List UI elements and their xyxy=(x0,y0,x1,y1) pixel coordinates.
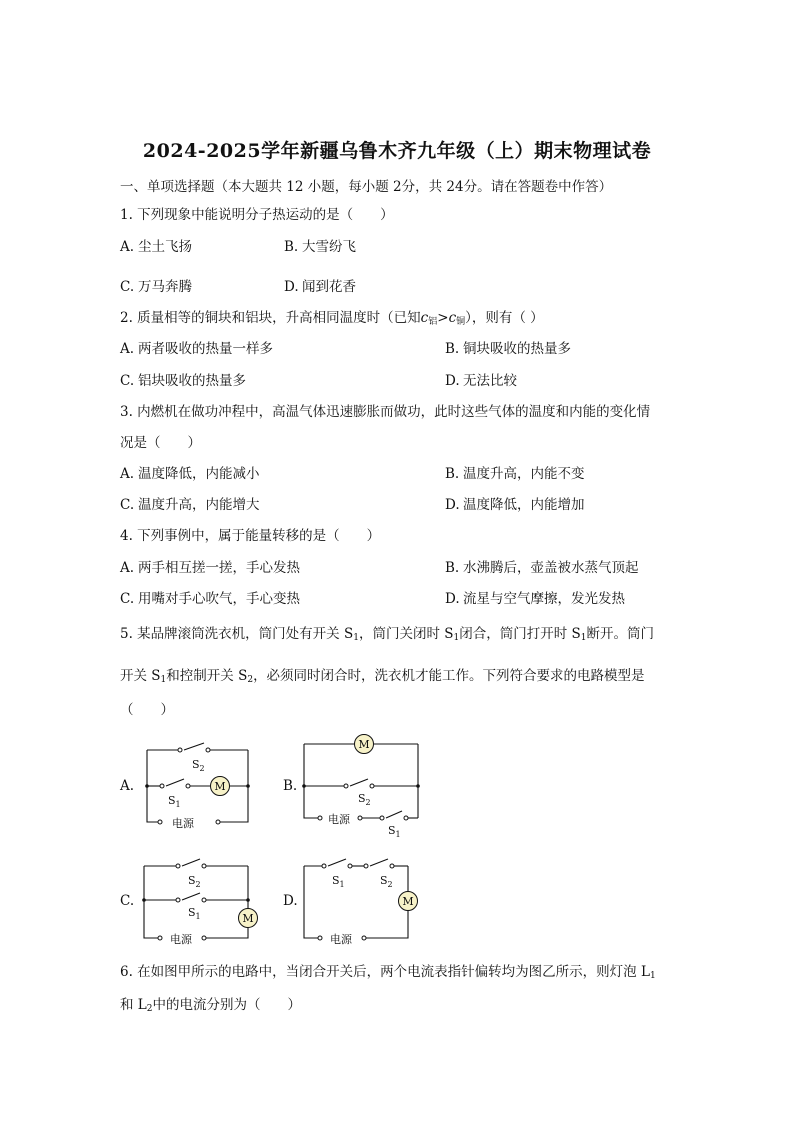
q1-option-a: A. 尘土飞扬 xyxy=(120,239,192,255)
q2-option-b: B. 铜块吸收的热量多 xyxy=(445,341,571,357)
circuit-c-s2-label: $S_2$ xyxy=(188,874,201,889)
circuit-c-s1-label: $S_1$ xyxy=(188,906,201,921)
circuit-c-diagram xyxy=(140,852,265,946)
circuit-c-source-label: 电源 xyxy=(170,933,192,946)
question-6-stem-line2: 和 $L_2$中的电流分别为（ ） xyxy=(120,997,301,1014)
q3-option-c: C. 温度升高，内能增大 xyxy=(120,497,260,513)
circuit-c-label: C. xyxy=(120,893,135,909)
q3-option-a: A. 温度降低，内能减小 xyxy=(120,466,260,482)
question-5-stem-line1: 5. 某品牌滚筒洗衣机，筒门处有开关 $S_1$，筒门关闭时 $S_1$闭合，筒门打开时 $S_1$断开。筒门 xyxy=(120,626,655,643)
question-5-stem-line2: 开关 $S_1$和控制开关 $S_2$，必须同时闭合时，洗衣机才能工作。下列符合要求的电路模型是 xyxy=(120,668,645,685)
q1-option-b: B. 大雪纷飞 xyxy=(284,239,356,255)
circuit-c-motor-label: M xyxy=(242,912,254,925)
q1-option-c: C. 万马奔腾 xyxy=(120,279,192,295)
circuit-a-s1-label: $S_1$ xyxy=(168,794,181,809)
q3-option-b: B. 温度升高，内能不变 xyxy=(445,466,585,482)
circuit-a-source-label: 电源 xyxy=(172,817,194,830)
circuit-b-s1-label: $S_1$ xyxy=(388,824,401,839)
question-3-stem-line1: 3. 内燃机在做功冲程中，高温气体迅速膨胀而做功，此时这些气体的温度和内能的变化情 xyxy=(120,404,651,420)
q4-option-c: C. 用嘴对手心吹气，手心变热 xyxy=(120,591,300,607)
q2-option-d: D. 无法比较 xyxy=(445,373,517,389)
q2-option-a: A. 两者吸收的热量一样多 xyxy=(120,341,273,357)
circuit-a-motor-label: M xyxy=(214,780,226,793)
q4-option-a: A. 两手相互搓一搓，手心发热 xyxy=(120,560,300,576)
circuit-b-diagram xyxy=(300,732,430,838)
circuit-a-diagram xyxy=(140,738,260,830)
circuit-d-diagram xyxy=(300,852,425,946)
section-heading: 一、单项选择题（本大题共 12 小题，每小题 2分，共 24分。请在答题卷中作答） xyxy=(120,179,613,195)
question-1-stem: 1. 下列现象中能说明分子热运动的是（ ） xyxy=(120,207,394,223)
circuit-d-s2-label: $S_2$ xyxy=(380,874,393,889)
q4-option-b: B. 水沸腾后，壶盖被水蒸气顶起 xyxy=(445,560,639,576)
question-6-stem-line1: 6. 在如图甲所示的电路中，当闭合开关后，两个电流表指针偏转均为图乙所示，则灯泡 $L_1$ xyxy=(120,964,656,981)
q1-option-d: D. 闻到花香 xyxy=(284,279,356,295)
question-5-stem-line3: （ ） xyxy=(120,702,174,718)
q4-option-d: D. 流星与空气摩擦，发光发热 xyxy=(445,591,625,607)
question-2-stem: 2. 质量相等的铜块和铝块，升高相同温度时（已知$c_铝>c_铜$），则有（ ） xyxy=(120,310,544,327)
circuit-d-motor-label: M xyxy=(402,895,414,908)
question-3-stem-line2: 况是（ ） xyxy=(120,435,201,451)
circuit-d-label: D. xyxy=(283,893,298,909)
question-4-stem: 4. 下列事例中，属于能量转移的是（ ） xyxy=(120,528,381,544)
circuit-b-source-label: 电源 xyxy=(328,813,350,826)
paper-title: 2024-2025学年新疆乌鲁木齐九年级（上）期末物理试卷 xyxy=(142,140,652,162)
circuit-b-motor-label: M xyxy=(358,738,370,751)
circuit-b-label: B. xyxy=(283,778,298,794)
circuit-b-s2-label: $S_2$ xyxy=(358,792,371,807)
q2-option-c: C. 铝块吸收的热量多 xyxy=(120,373,246,389)
circuit-d-source-label: 电源 xyxy=(330,933,352,946)
circuit-d-s1-label: $S_1$ xyxy=(332,874,345,889)
circuit-a-label: A. xyxy=(120,778,135,794)
q3-option-d: D. 温度降低，内能增加 xyxy=(445,497,585,513)
circuit-a-s2-label: $S_2$ xyxy=(192,758,205,773)
